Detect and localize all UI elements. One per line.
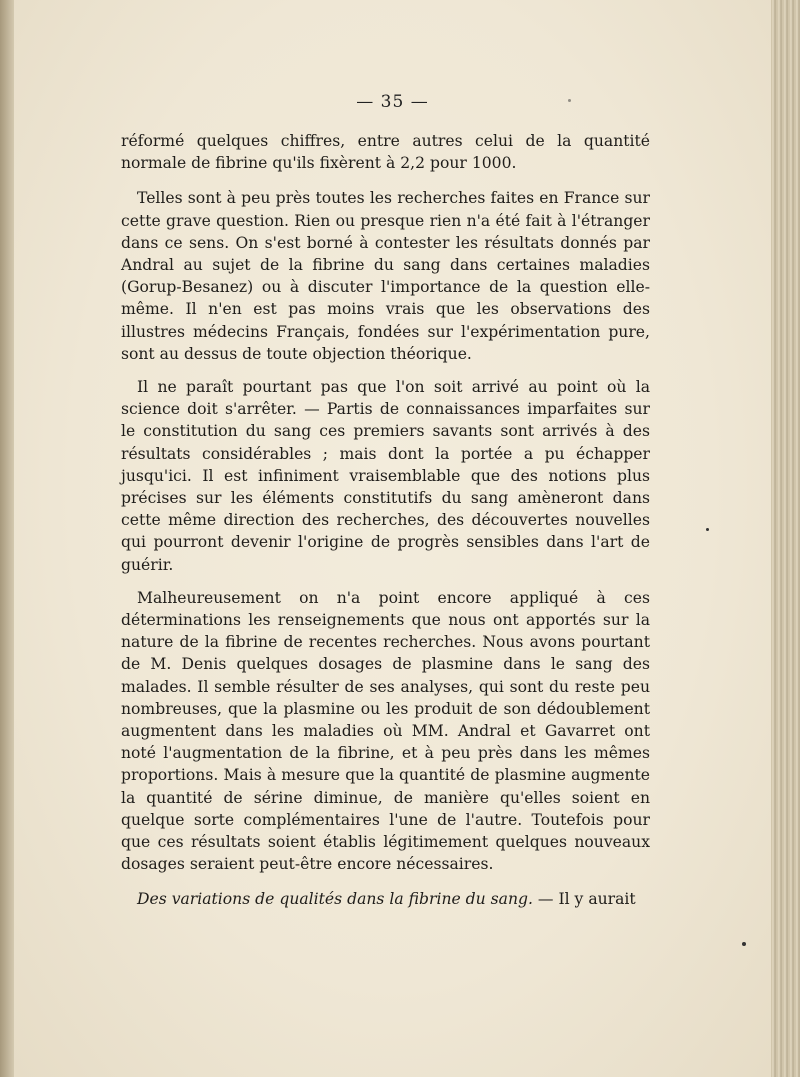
body-text [121,130,650,910]
section-heading-italic: Des variations de qualités dans la fibrine du sang. [137,889,533,908]
ink-speck [568,99,571,102]
paragraph-il-ne-parait: Il ne paraît pourtant pas que l'on soit arrivé au point où la science doit s'arrêter. — Partis de connaissances imparfaites sur le constitution du sang ces premiers savants sont arrivés à des résultats considérables ; mais dont la portée a pu échapper jusqu'ici. Il est infiniment vraisemblable que des notions plus précises sur les éléments constitutifs du sang amèneront dans cette même direction des recherches, des découvertes nouvelles qui pourront devenir l'origine de progrès sensibles dans l'art de guérir. [121,378,650,574]
section-heading-continuation: — Il y aurait [532,889,636,908]
paragraph-telles-sont: Telles sont à peu près toutes les recherches faites en France sur cette grave question. Rien ou presque rien n'a été fait à l'étranger dans ce sens. On s'est borné à contester les résultats donnés par Andral au sujet de la fibrine du sang dans certaines maladies (Gorup-Besanez) ou à discuter l'importance de la question elle-même. Il n'en est pas moins vrais que les observations des illustres médecins Français, fondées sur l'expérimentation pure, sont au dessus de toute objection théorique. [121,189,650,363]
paragraph-continuation: réformé quelques chiffres, entre autres celui de la quantité normale de fibrine qu'ils fixèrent à 2,2 pour 1000. [121,132,650,173]
book-binding [0,0,14,1077]
section-heading-line [121,888,650,910]
page-sheet [14,0,771,1077]
paragraph-malheureusement: Malheureusement on n'a point encore appliqué à ces déterminations les renseignements que nous ont apportés sur la nature de la fibrine de recentes recherches. Nous avons pourtant de M. Denis quelques dosages de plasmine dans le sang des malades. Il semble résulter de ses analyses, qui sont du reste peu nombreuses, que la plasmine ou les produit de son dédoublement augmentent dans les maladies où MM. Andral et Gavarret ont noté l'augmentation de la fibrine, et à peu près dans les mêmes proportions. Mais à mesure que la quantité de plasmine augmente la quantité de sérine diminue, de manière qu'elles soient en quelque sorte complémentaires l'une de l'autre. Toutefois pour que ces résultats soient établis légitimement quelques nouveaux dosages seraient peut-être encore nécessaires. [121,588,650,874]
ink-speck [742,942,746,946]
ink-speck [706,528,709,531]
page-edges [771,0,800,1077]
page-number: — 35 — [356,92,429,112]
